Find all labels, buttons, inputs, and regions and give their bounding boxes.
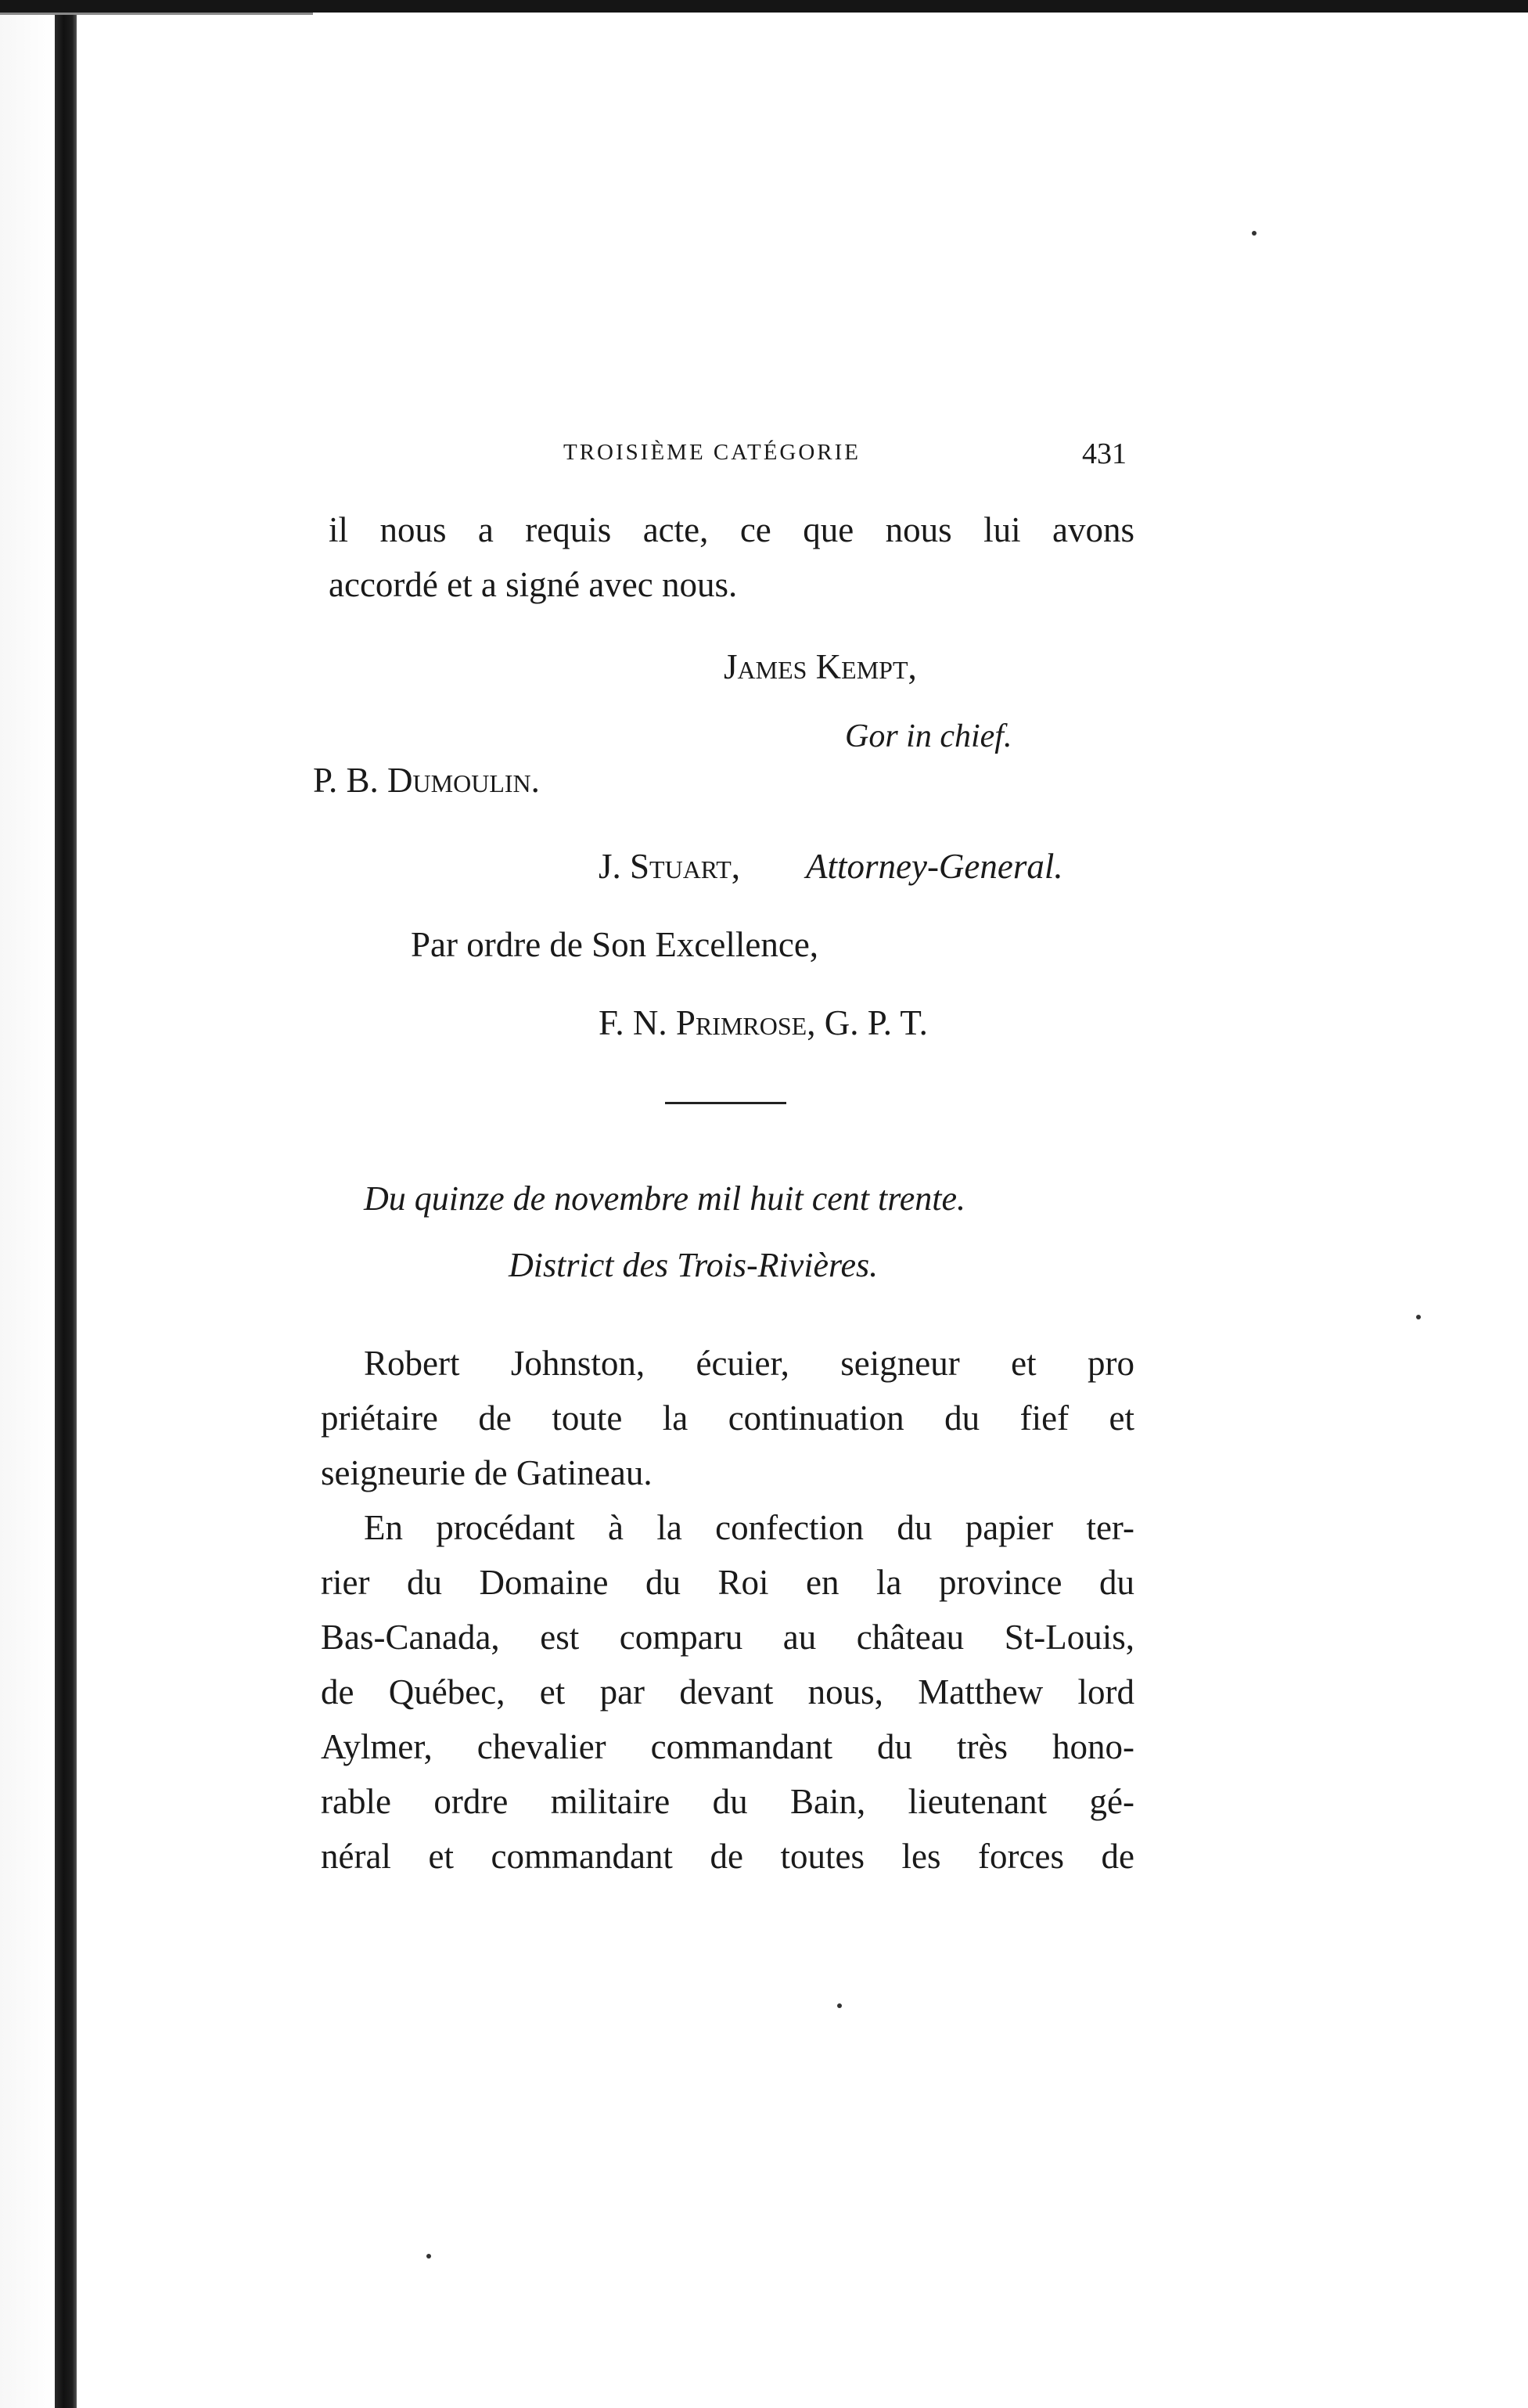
signature-primrose: F. N. Primrose, G. P. T. bbox=[599, 1003, 928, 1042]
signature-kempt-title: Gor in chief. bbox=[845, 718, 1012, 754]
running-head: TROISIÈME CATÉGORIE bbox=[563, 440, 861, 465]
signature-dumoulin: P. B. Dumoulin. bbox=[313, 761, 540, 800]
order-line: Par ordre de Son Excellence, bbox=[411, 925, 819, 964]
text-line: il nous a requis acte, ce que nous lui avons bbox=[329, 510, 1134, 549]
paragraph-line: rier du Domaine du Roi en la province du bbox=[321, 1563, 1134, 1602]
scan-speck bbox=[837, 2003, 842, 2008]
scan-speck bbox=[426, 2254, 431, 2259]
section-district: District des Trois-Rivières. bbox=[509, 1246, 879, 1284]
paragraph-line: de Québec, et par devant nous, Matthew lord bbox=[321, 1672, 1134, 1712]
binding-shadow bbox=[55, 0, 77, 2408]
scan-speck bbox=[1416, 1315, 1421, 1319]
paragraph-line: priétaire de toute la continuation du fief et bbox=[321, 1398, 1134, 1438]
signature-stuart: J. Stuart, bbox=[599, 847, 741, 886]
paragraph-line: Aylmer, chevalier commandant du très hono- bbox=[321, 1727, 1134, 1766]
paragraph-line: seigneurie de Gatineau. bbox=[321, 1453, 653, 1492]
paragraph-line: Bas-Canada, est comparu au château St-Louis, bbox=[321, 1618, 1134, 1657]
text-line: accordé et a signé avec nous. bbox=[329, 565, 738, 604]
paragraph-line: Robert Johnston, écuier, seigneur et pro bbox=[364, 1344, 1134, 1383]
paragraph-line: rable ordre militaire du Bain, lieutenant gé- bbox=[321, 1782, 1134, 1821]
paragraph-line: néral et commandant de toutes les forces de bbox=[321, 1837, 1134, 1876]
section-date: Du quinze de novembre mil huit cent trente. bbox=[364, 1179, 965, 1218]
section-divider bbox=[665, 1102, 786, 1104]
paragraph-line: En procédant à la confection du papier ter- bbox=[364, 1508, 1134, 1547]
signature-stuart-title: Attorney-General. bbox=[806, 847, 1063, 886]
page-header bbox=[563, 437, 1127, 476]
top-edge-shadow bbox=[0, 0, 1528, 13]
page-number: 431 bbox=[1082, 437, 1127, 470]
page-gutter bbox=[0, 0, 55, 2408]
top-edge-line bbox=[0, 13, 313, 15]
signature-kempt: James Kempt, bbox=[724, 647, 917, 686]
scan-speck bbox=[1252, 231, 1257, 236]
